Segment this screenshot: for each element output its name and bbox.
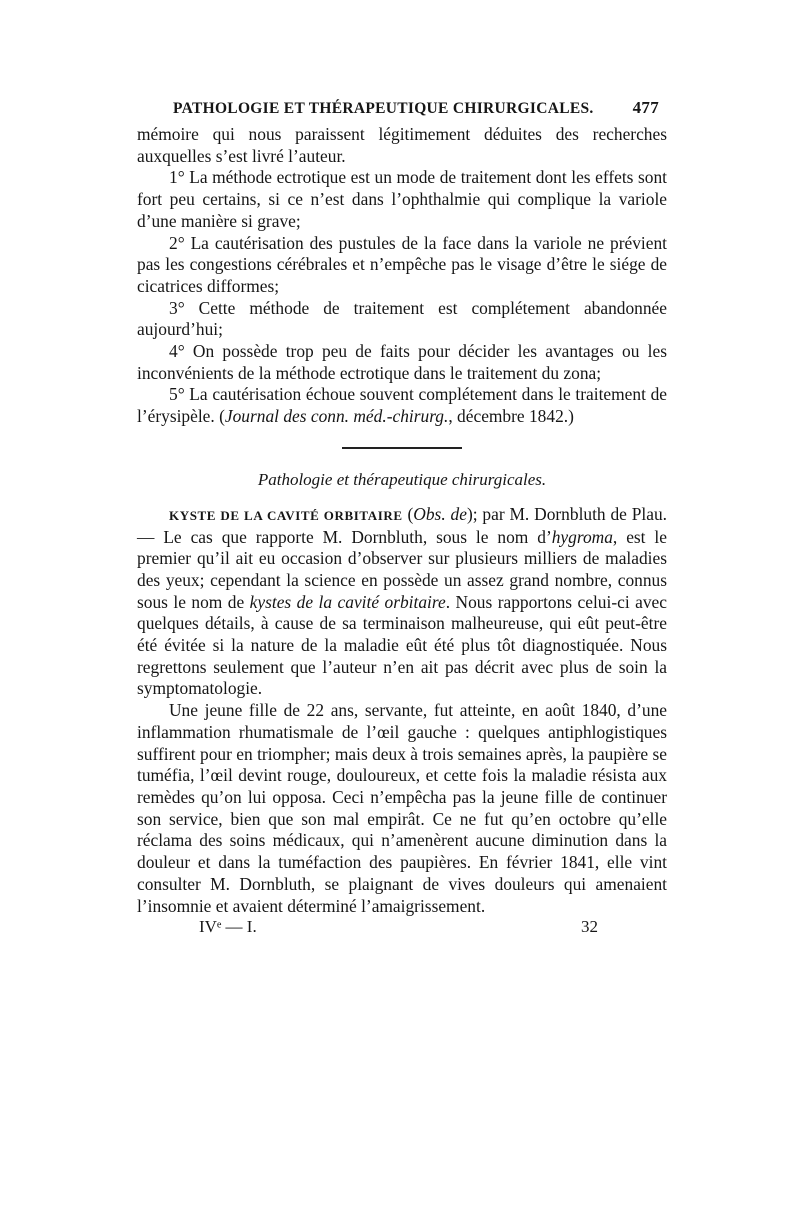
sheet-number: 32 (581, 917, 598, 937)
page-footer (137, 917, 667, 939)
conclusion-5 (137, 384, 667, 427)
section-divider (342, 447, 462, 449)
article-title: KYSTE DE LA CAVITÉ ORBITAIRE (169, 507, 403, 523)
article-text-b: , est le premier qu’il ait eu occasion d’observer sur plusieurs milliers de maladies des yeux; cependant la science en possède un assez grand nombre, connus sous le nom de (137, 526, 667, 612)
signature-mark: IVᵉ — I. (199, 917, 257, 937)
article-paragraph-1 (137, 504, 667, 700)
article-author: ); par M. Dornbluth de Plau. — Le cas que rapporte M. Dornbluth, sous le nom d’ (137, 503, 668, 547)
citation-date: , décembre 1842.) (448, 406, 574, 427)
article-paragraph-2: Une jeune fille de 22 ans, servante, fut atteinte, en août 1840, d’une inflammation rhumatismale de l’œil gauche : quelques antiphlogistiques suffirent pour en triompher; mais deux à trois semaines après, la paupière se tuméfia, l’œil devint rouge, douloureux, et cette fois la maladie résista aux remèdes qu’on lui opposa. Ceci n’empêcha pas la jeune fille de continuer son service, bien que son mal empirât. Ce ne fut qu’en octobre qu’elle réclama des soins médicaux, qui n’amenèrent aucune diminution dans la douleur et dans la tuméfaction des paupières. En février 1841, elle vint consulter M. Dornbluth, se plaignant de vives douleurs qui amenaient l’insomnie et avaient déterminé l’amaigrissement. (137, 700, 667, 916)
article-text-c: . Nous rapportons celui-ci avec quelques détails, à cause de sa terminaison malheureuse, qui eût peut-être été évitée si la nature de la maladie eût été plus tôt diagnostiquée. Nous regrettons seulement que l’auteur n’en ait pas décrit avec plus de soin la symptomatologie. (137, 591, 667, 699)
conclusion-2: 2° La cautérisation des pustules de la face dans la variole ne prévient pas les congestions cérébrales et n’empêche pas le visage d’être le siége de cicatrices difformes; (137, 232, 667, 296)
section-heading: Pathologie et thérapeutique chirurgicales. (257, 469, 547, 489)
intro-paragraph: mémoire qui nous paraissent légitimement déduites des recherches auxquelles s’est livré l’auteur. (137, 124, 667, 166)
running-title: PATHOLOGIE ET THÉRAPEUTIQUE CHIRURGICALES. (173, 100, 594, 117)
hygroma-term: hygroma (551, 526, 613, 547)
obs-abbrev: Obs. de (413, 503, 467, 524)
kystes-term: kystes de la cavité orbitaire (249, 591, 446, 612)
running-header (137, 98, 667, 124)
article-paren: ( (402, 503, 414, 524)
conclusion-3: 3° Cette méthode de traitement est complétement abandonnée aujourd’hui; (137, 297, 667, 340)
conclusion-5-text: 5° La cautérisation échoue souvent complétement dans le traitement de l’érysipèle. ( (137, 384, 667, 427)
conclusion-1: 1° La méthode ectrotique est un mode de traitement dont les effets sont fort peu certains, si ce n’est dans l’ophthalmie qui complique la variole d’une manière si grave; (137, 167, 667, 231)
conclusion-4: 4° On possède trop peu de faits pour décider les avantages ou les inconvénients de la méthode ectrotique dans le traitement du zona; (137, 341, 667, 383)
journal-citation: Journal des conn. méd.-chirurg. (224, 406, 449, 427)
page-number: 477 (632, 98, 659, 117)
page (137, 98, 667, 939)
